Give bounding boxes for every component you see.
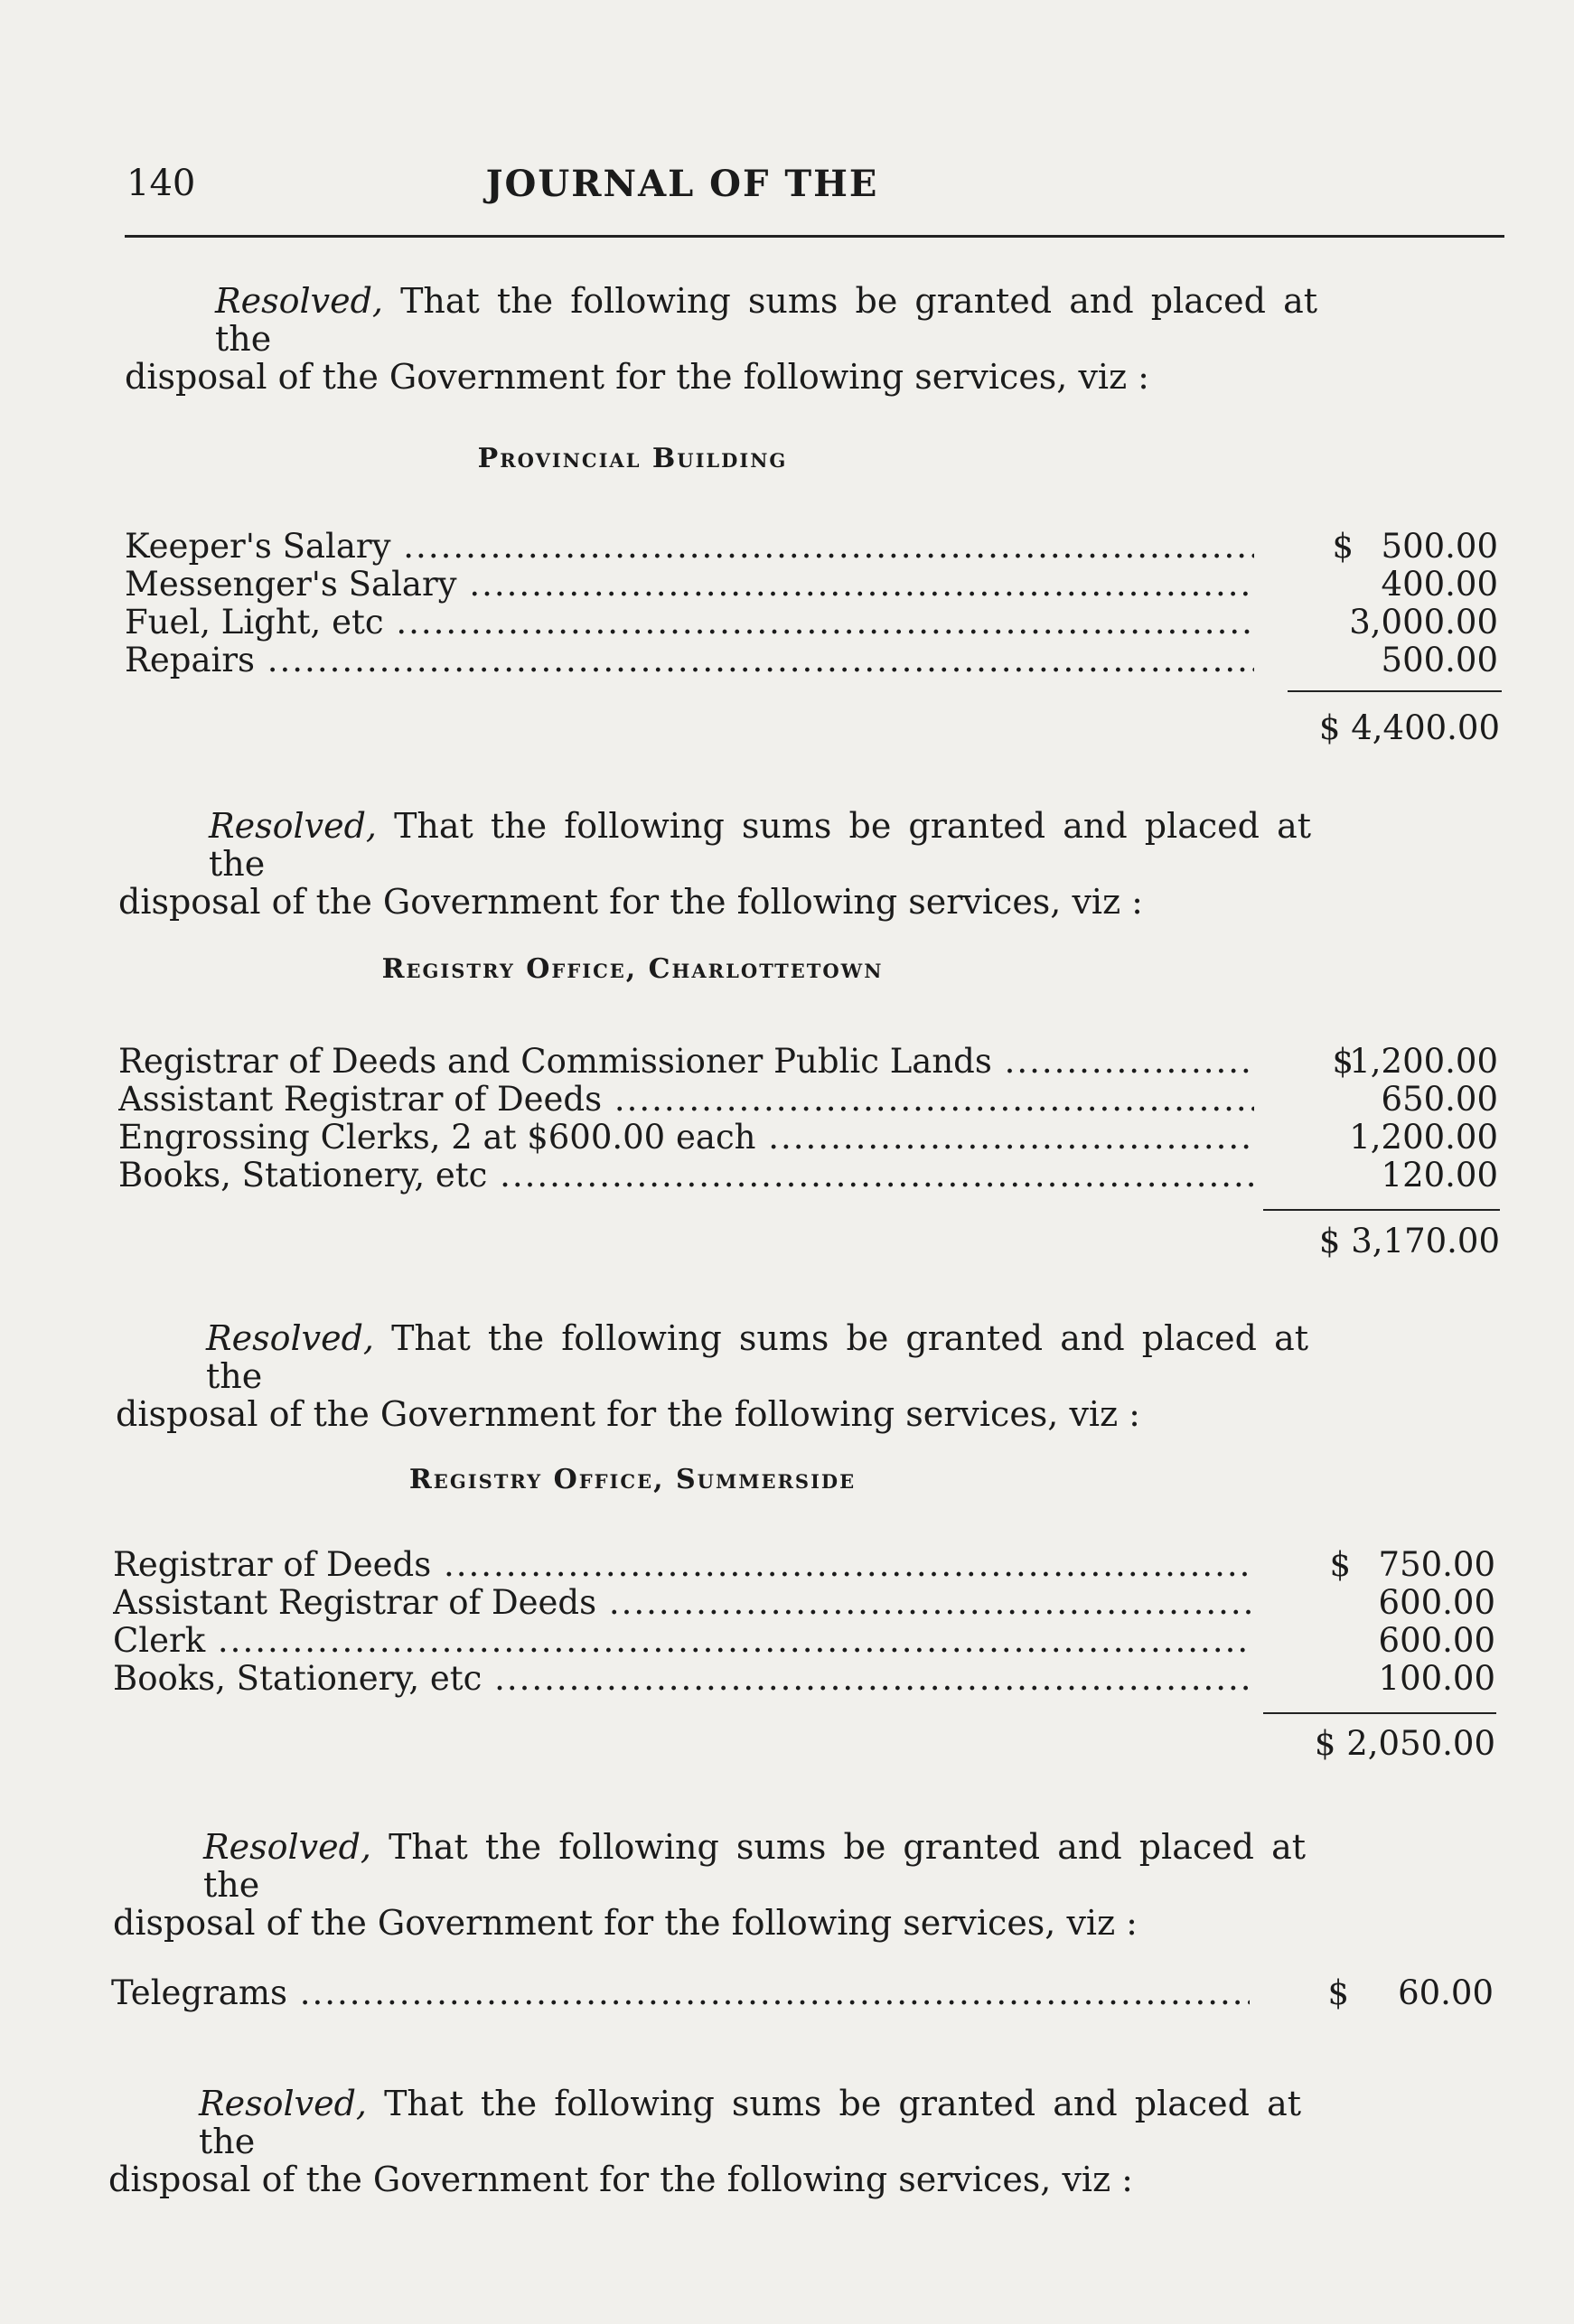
sum-rule [1263, 1209, 1500, 1211]
section-items [113, 1545, 1495, 1697]
resolution-line-1: That the following sums be granted and placed at the [215, 281, 1317, 359]
section-total: $ 2,050.00 [1314, 1724, 1495, 1763]
resolved-word: Resolved, [206, 1318, 374, 1358]
resolved-word: Resolved, [215, 281, 383, 321]
section-items [118, 1042, 1498, 1194]
resolution-paragraph [108, 2085, 1301, 2198]
item-amount: 400.00 [1381, 565, 1498, 604]
resolution-line-1: That the following sums be granted and placed at the [203, 1827, 1306, 1905]
line-item [111, 1973, 1494, 2011]
section-total: $ 3,170.00 [1318, 1222, 1500, 1260]
sum-rule [1288, 690, 1502, 692]
line-item [113, 1659, 1495, 1697]
item-label: Books, Stationery, etc ..... [118, 1156, 1254, 1195]
resolution-line-1: That the following sums be granted and placed at the [206, 1318, 1308, 1396]
resolved-word: Resolved, [199, 2084, 367, 2123]
dollar-sign: $ [1332, 1042, 1354, 1081]
section-title: Provincial Building [477, 443, 788, 474]
dollar-sign: $ [1327, 1973, 1349, 2012]
resolution-line-2: disposal of the Government for the following services, viz : [113, 1903, 1138, 1943]
item-label: Fuel, Light, etc ..... [125, 603, 1254, 642]
item-label: Repairs ..... [125, 641, 1254, 679]
line-item [113, 1545, 1495, 1583]
item-amount: 120.00 [1381, 1156, 1498, 1195]
item-amount: 1,200.00 [1349, 1042, 1498, 1081]
item-label: Engrossing Clerks, 2 at $600.00 each ..... [118, 1118, 1254, 1157]
item-amount: 100.00 [1378, 1659, 1495, 1698]
item-amount: 600.00 [1378, 1583, 1495, 1622]
page-number: 140 [126, 163, 196, 204]
dollar-sign: $ [1329, 1545, 1351, 1584]
resolution-line-2: disposal of the Government for the following services, viz : [116, 1394, 1140, 1434]
section-title: Registry Office, Charlottetown [381, 953, 884, 985]
line-item [113, 1621, 1495, 1659]
line-item [118, 1156, 1498, 1194]
resolution-line-1: That the following sums be granted and placed at the [199, 2084, 1301, 2161]
resolution-line-2: disposal of the Government for the following services, viz : [125, 357, 1149, 397]
line-item [118, 1042, 1498, 1080]
line-item [113, 1583, 1495, 1621]
header-rule [125, 235, 1504, 238]
item-label: Clerk ..... [113, 1621, 1251, 1660]
item-label: Registrar of Deeds and Commissioner Public Lands ..... [118, 1042, 1254, 1081]
sum-rule [1263, 1712, 1496, 1714]
item-amount: 600.00 [1378, 1621, 1495, 1660]
resolution-line-2: disposal of the Government for the following services, viz : [118, 882, 1143, 922]
item-amount: 60.00 [1398, 1973, 1494, 2012]
resolution-paragraph [113, 1828, 1306, 1942]
item-amount: 500.00 [1381, 641, 1498, 679]
line-item [125, 603, 1498, 641]
line-item [125, 641, 1498, 679]
page-header [126, 155, 1500, 210]
resolution-paragraph [118, 807, 1311, 921]
item-label: Messenger's Salary ..... [125, 565, 1254, 604]
running-head: JOURNAL OF THE [485, 163, 879, 205]
resolved-word: Resolved, [203, 1827, 371, 1867]
item-label: Telegrams ..... [111, 1973, 1250, 2012]
section-title: Registry Office, Summerside [408, 1464, 857, 1495]
resolution-paragraph [125, 282, 1317, 396]
item-label: Assistant Registrar of Deeds ..... [113, 1583, 1251, 1622]
item-label: Books, Stationery, etc ..... [113, 1659, 1251, 1698]
dollar-sign: $ [1332, 527, 1354, 566]
section-total: $ 4,400.00 [1318, 708, 1500, 747]
item-amount: 650.00 [1381, 1080, 1498, 1119]
line-item [125, 527, 1498, 565]
item-amount: 500.00 [1381, 527, 1498, 566]
section-items [111, 1973, 1494, 2011]
section-items [125, 527, 1498, 679]
item-amount: 1,200.00 [1349, 1118, 1498, 1157]
line-item [118, 1118, 1498, 1156]
item-label: Assistant Registrar of Deeds ..... [118, 1080, 1254, 1119]
item-label: Registrar of Deeds ..... [113, 1545, 1251, 1584]
item-amount: 750.00 [1378, 1545, 1495, 1584]
resolution-line-2: disposal of the Government for the following services, viz : [108, 2160, 1133, 2199]
line-item [125, 565, 1498, 603]
item-label: Keeper's Salary ..... [125, 527, 1254, 566]
resolution-paragraph [116, 1319, 1308, 1433]
resolved-word: Resolved, [209, 806, 377, 846]
resolution-line-1: That the following sums be granted and placed at the [209, 806, 1311, 884]
line-item [118, 1080, 1498, 1118]
item-amount: 3,000.00 [1349, 603, 1498, 642]
